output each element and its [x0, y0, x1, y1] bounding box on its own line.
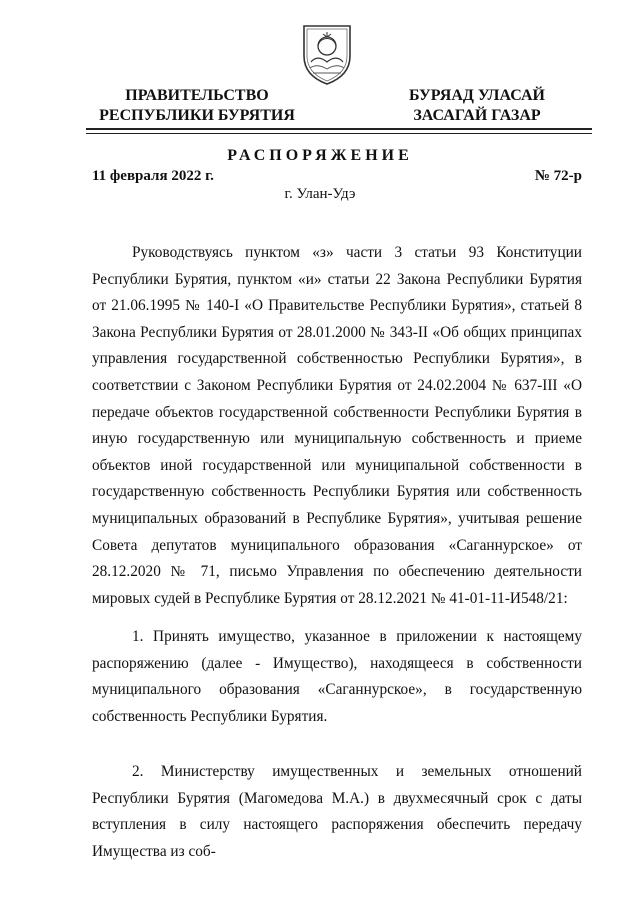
- issuer-line-1: ПРАВИТЕЛЬСТВО: [125, 87, 269, 104]
- document-city: г. Улан-Удэ: [284, 186, 356, 202]
- clause-2-paragraph: 2. Министерству имущественных и земельных отношений Республики Бурятия (Магомедова М.А.) в двухмесячный срок с даты вступления в силу настоящего распоряжения обеспечить передачу Имущества из соб-: [92, 763, 582, 860]
- clause-1-paragraph: 1. Принять имущество, указанное в приложении к настоящему распоряжению (далее - Имущество), находящееся в собственности муниципального образования «Саганнурское», в государственную собственность Республики Бурятия.: [92, 628, 582, 725]
- coat-of-arms-icon: [298, 22, 356, 86]
- preamble-paragraph: Руководствуясь пунктом «з» части 3 статьи 93 Конституции Республики Бурятия, пунктом «и» статьи 22 Закона Республики Бурятия от 21.06.1995 № 140-I «О Правительстве Республики Бурятия», статьей 8 Закона Республики Бурятия от 28.01.2000 № 343-II «Об общих принципах управления государственной собственностью Республики Бурятия», в соответствии с Законом Республики Бурятия от 24.02.2004 № 637-III «О передаче объектов государственной собственности Республики Бурятия в иную государственную или муниципальную собственность и приеме объектов иной государственной или муниципальной собственности в государственную собственность Республики Бурятия или собственность муниципальных образований в Республике Бурятия», учитывая решение Совета депутатов муниципального образования «Саганнурское» от 28.12.2020 № 71, письмо Управления по обеспечению деятельности мировых судей в Республике Бурятия от 28.12.2021 № 41-01-11-И548/21:: [92, 244, 582, 607]
- document-number: № 72-р: [534, 168, 582, 184]
- header-divider-thin: [86, 133, 592, 134]
- issuer-line-2: РЕСПУБЛИКИ БУРЯТИЯ: [99, 107, 295, 124]
- issuer-name-russian: [92, 86, 302, 126]
- issuer-name-buryat: [392, 86, 562, 126]
- header-divider-thick: [86, 128, 592, 130]
- issuer-line-1-buryat: БУРЯАД УЛАСАЙ: [409, 87, 545, 104]
- document-date: 11 февраля 2022 г.: [92, 168, 214, 184]
- document-title: РАСПОРЯЖЕНИЕ: [227, 147, 413, 164]
- issuer-line-2-buryat: ЗАСАГАЙ ГАЗАР: [413, 107, 541, 124]
